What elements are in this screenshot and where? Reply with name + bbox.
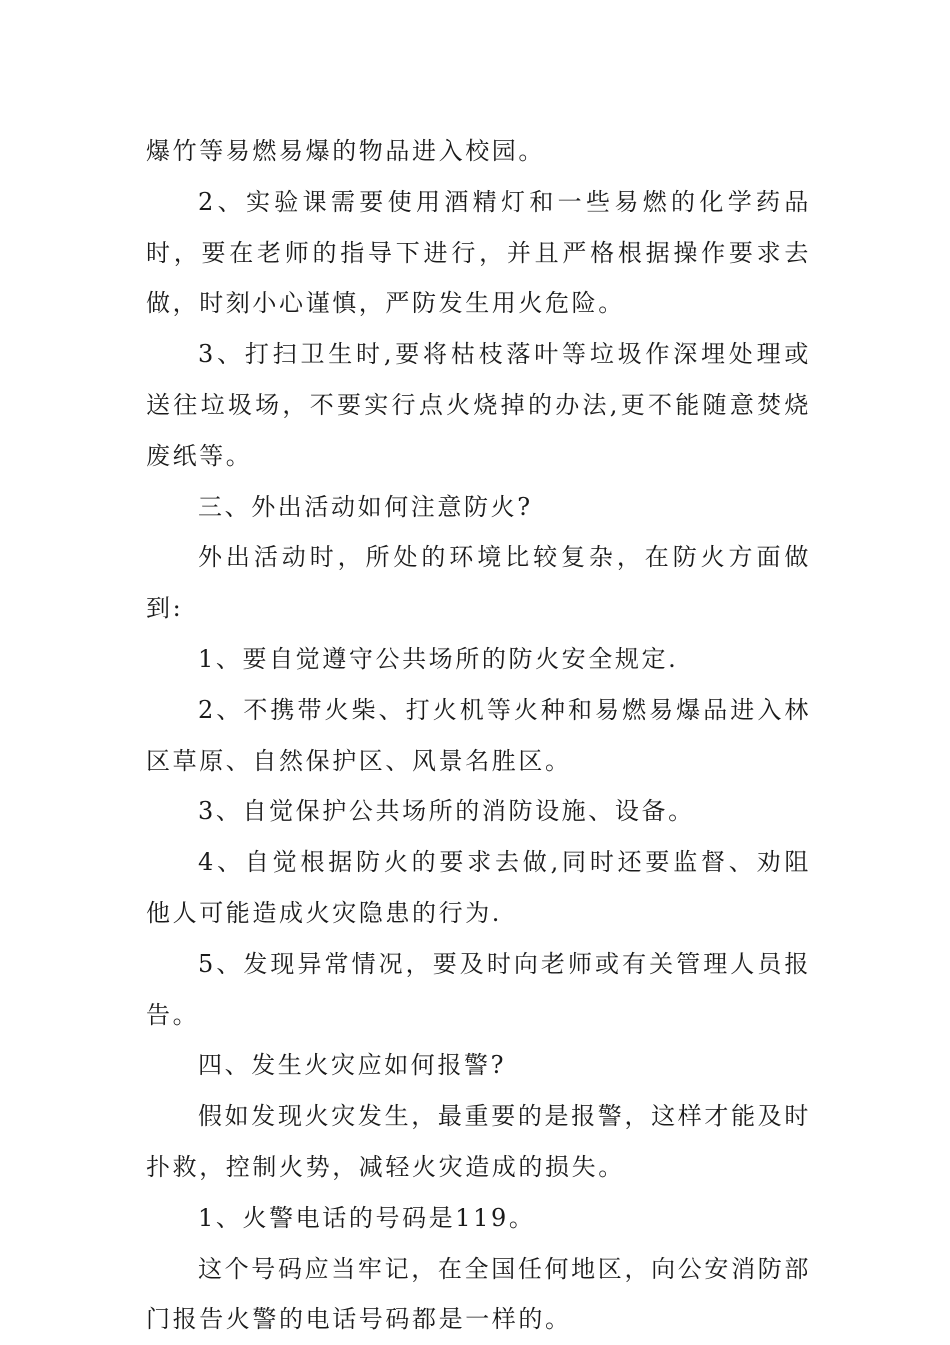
section-heading: 四、发生火灾应如何报警? <box>198 1051 507 1080</box>
section-heading: 三、外出活动如何注意防火? <box>198 492 533 521</box>
paragraph: 2、实验课需要使用酒精灯和一些易燃的化学药品时，要在老师的指导下进行，并且严格根据操作要求去做，时刻小心谨慎，严防发生用火危险。 <box>146 187 811 318</box>
paragraph: 假如发现火灾发生，最重要的是报警，这样才能及时扑救，控制火势，减轻火灾造成的损失。 <box>146 1102 811 1181</box>
paragraph: 3、打扫卫生时,要将枯枝落叶等垃圾作深埋处理或送往垃圾场，不要实行点火烧掉的办法,更不能随意焚烧废纸等。 <box>146 340 811 470</box>
paragraph: 爆竹等易燃易爆的物品进入校园。 <box>146 137 545 165</box>
list-item: 1、要自觉遵守公共场所的防火安全规定. <box>198 644 679 673</box>
document-body <box>146 126 811 1345</box>
list-item: 4、自觉根据防火的要求去做,同时还要监督、劝阻他人可能造成火灾隐患的行为. <box>146 848 811 927</box>
list-item: 1、火警电话的号码是119。 <box>198 1203 536 1232</box>
list-item: 2、不携带火柴、打火机等火种和易燃易爆品进入林区草原、自然保护区、风景名胜区。 <box>146 695 811 775</box>
list-item: 3、自觉保护公共场所的消防设施、设备。 <box>198 797 695 826</box>
paragraph: 这个号码应当牢记，在全国任何地区，向公安消防部门报告火警的电话号码都是一样的。 <box>146 1254 811 1334</box>
paragraph: 外出活动时，所处的环境比较复杂，在防火方面做到: <box>146 543 811 623</box>
list-item: 5、发现异常情况，要及时向老师或有关管理人员报告。 <box>146 949 811 1029</box>
